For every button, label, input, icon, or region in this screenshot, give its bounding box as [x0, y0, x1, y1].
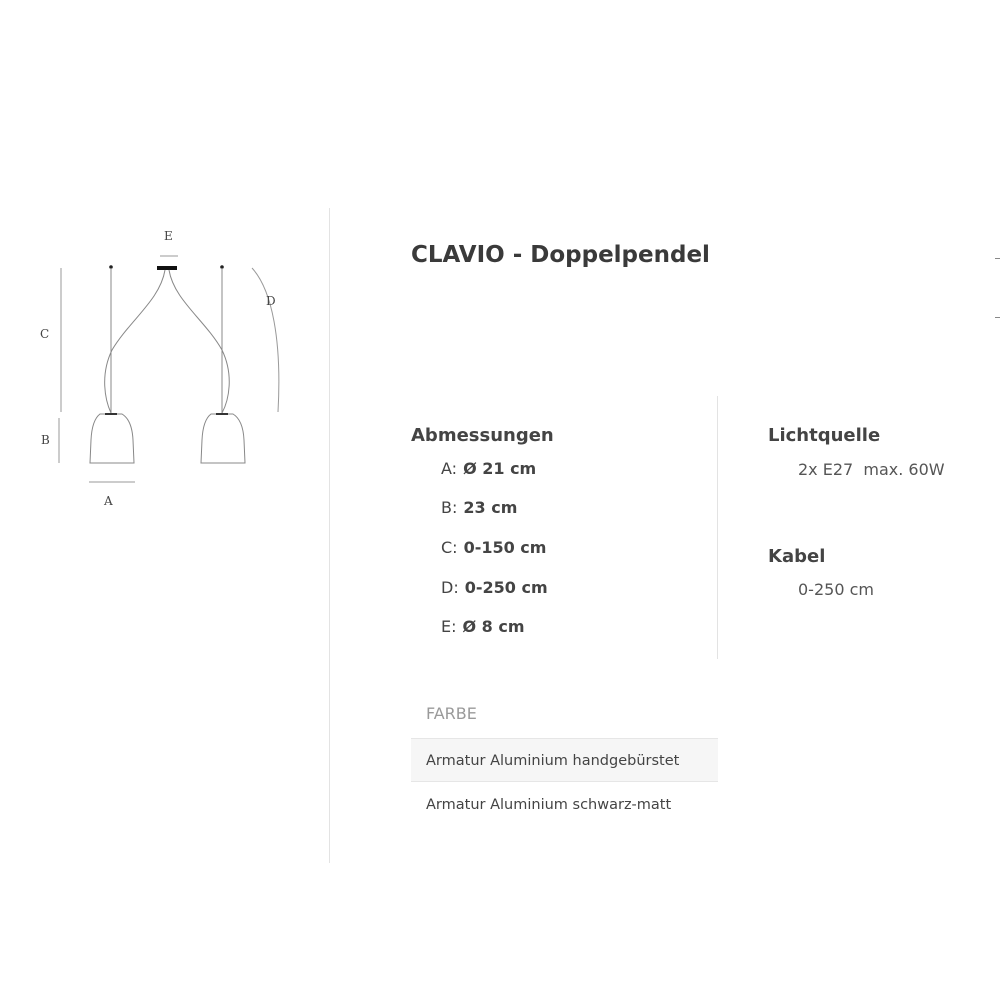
label-e: E [164, 229, 173, 243]
edge-mark [995, 317, 1000, 318]
specs-divider [717, 396, 718, 659]
dimension-label: A: [441, 459, 458, 478]
lampshade-left [90, 414, 134, 463]
dimension-row-a [441, 459, 536, 478]
cable-value: 0-250 cm [798, 580, 874, 599]
dimension-row-e [441, 617, 525, 636]
edge-mark [995, 258, 1000, 259]
color-option-black-matt[interactable]: Armatur Aluminium schwarz-matt [426, 797, 672, 813]
ceiling-canopy [157, 266, 177, 270]
dimension-curve-d [252, 268, 279, 412]
dimension-diagram [0, 0, 330, 560]
dimensions-heading: Abmessungen [411, 425, 554, 446]
dimension-value: 0-150 cm [463, 538, 547, 557]
dimension-value: 0-250 cm [464, 578, 548, 597]
label-d: D [266, 294, 276, 308]
dimension-label: B: [441, 498, 458, 517]
dimension-label: C: [441, 538, 458, 557]
dimension-label: D: [441, 578, 459, 597]
dimension-row-c [441, 538, 546, 557]
product-title: CLAVIO - Doppelpendel [411, 242, 710, 268]
dimension-value: Ø 8 cm [462, 617, 525, 636]
cable-left [105, 270, 165, 413]
cable-right [169, 270, 229, 413]
dimension-row-d [441, 578, 548, 597]
dimension-value: 23 cm [463, 498, 518, 517]
label-c: C [40, 327, 50, 341]
dimension-value: Ø 21 cm [463, 459, 537, 478]
lampshade-right [201, 414, 245, 463]
color-option-brushed[interactable]: Armatur Aluminium handgebürstet [411, 738, 718, 782]
light-source-value: 2x E27 max. 60W [798, 460, 945, 479]
dimension-label: E: [441, 617, 457, 636]
main-divider [329, 208, 330, 863]
color-label: FARBE [426, 704, 477, 723]
cable-heading: Kabel [768, 546, 826, 567]
light-source-heading: Lichtquelle [768, 425, 881, 446]
label-b: B [41, 433, 50, 447]
label-a: A [104, 494, 113, 508]
dimension-row-b [441, 498, 517, 517]
